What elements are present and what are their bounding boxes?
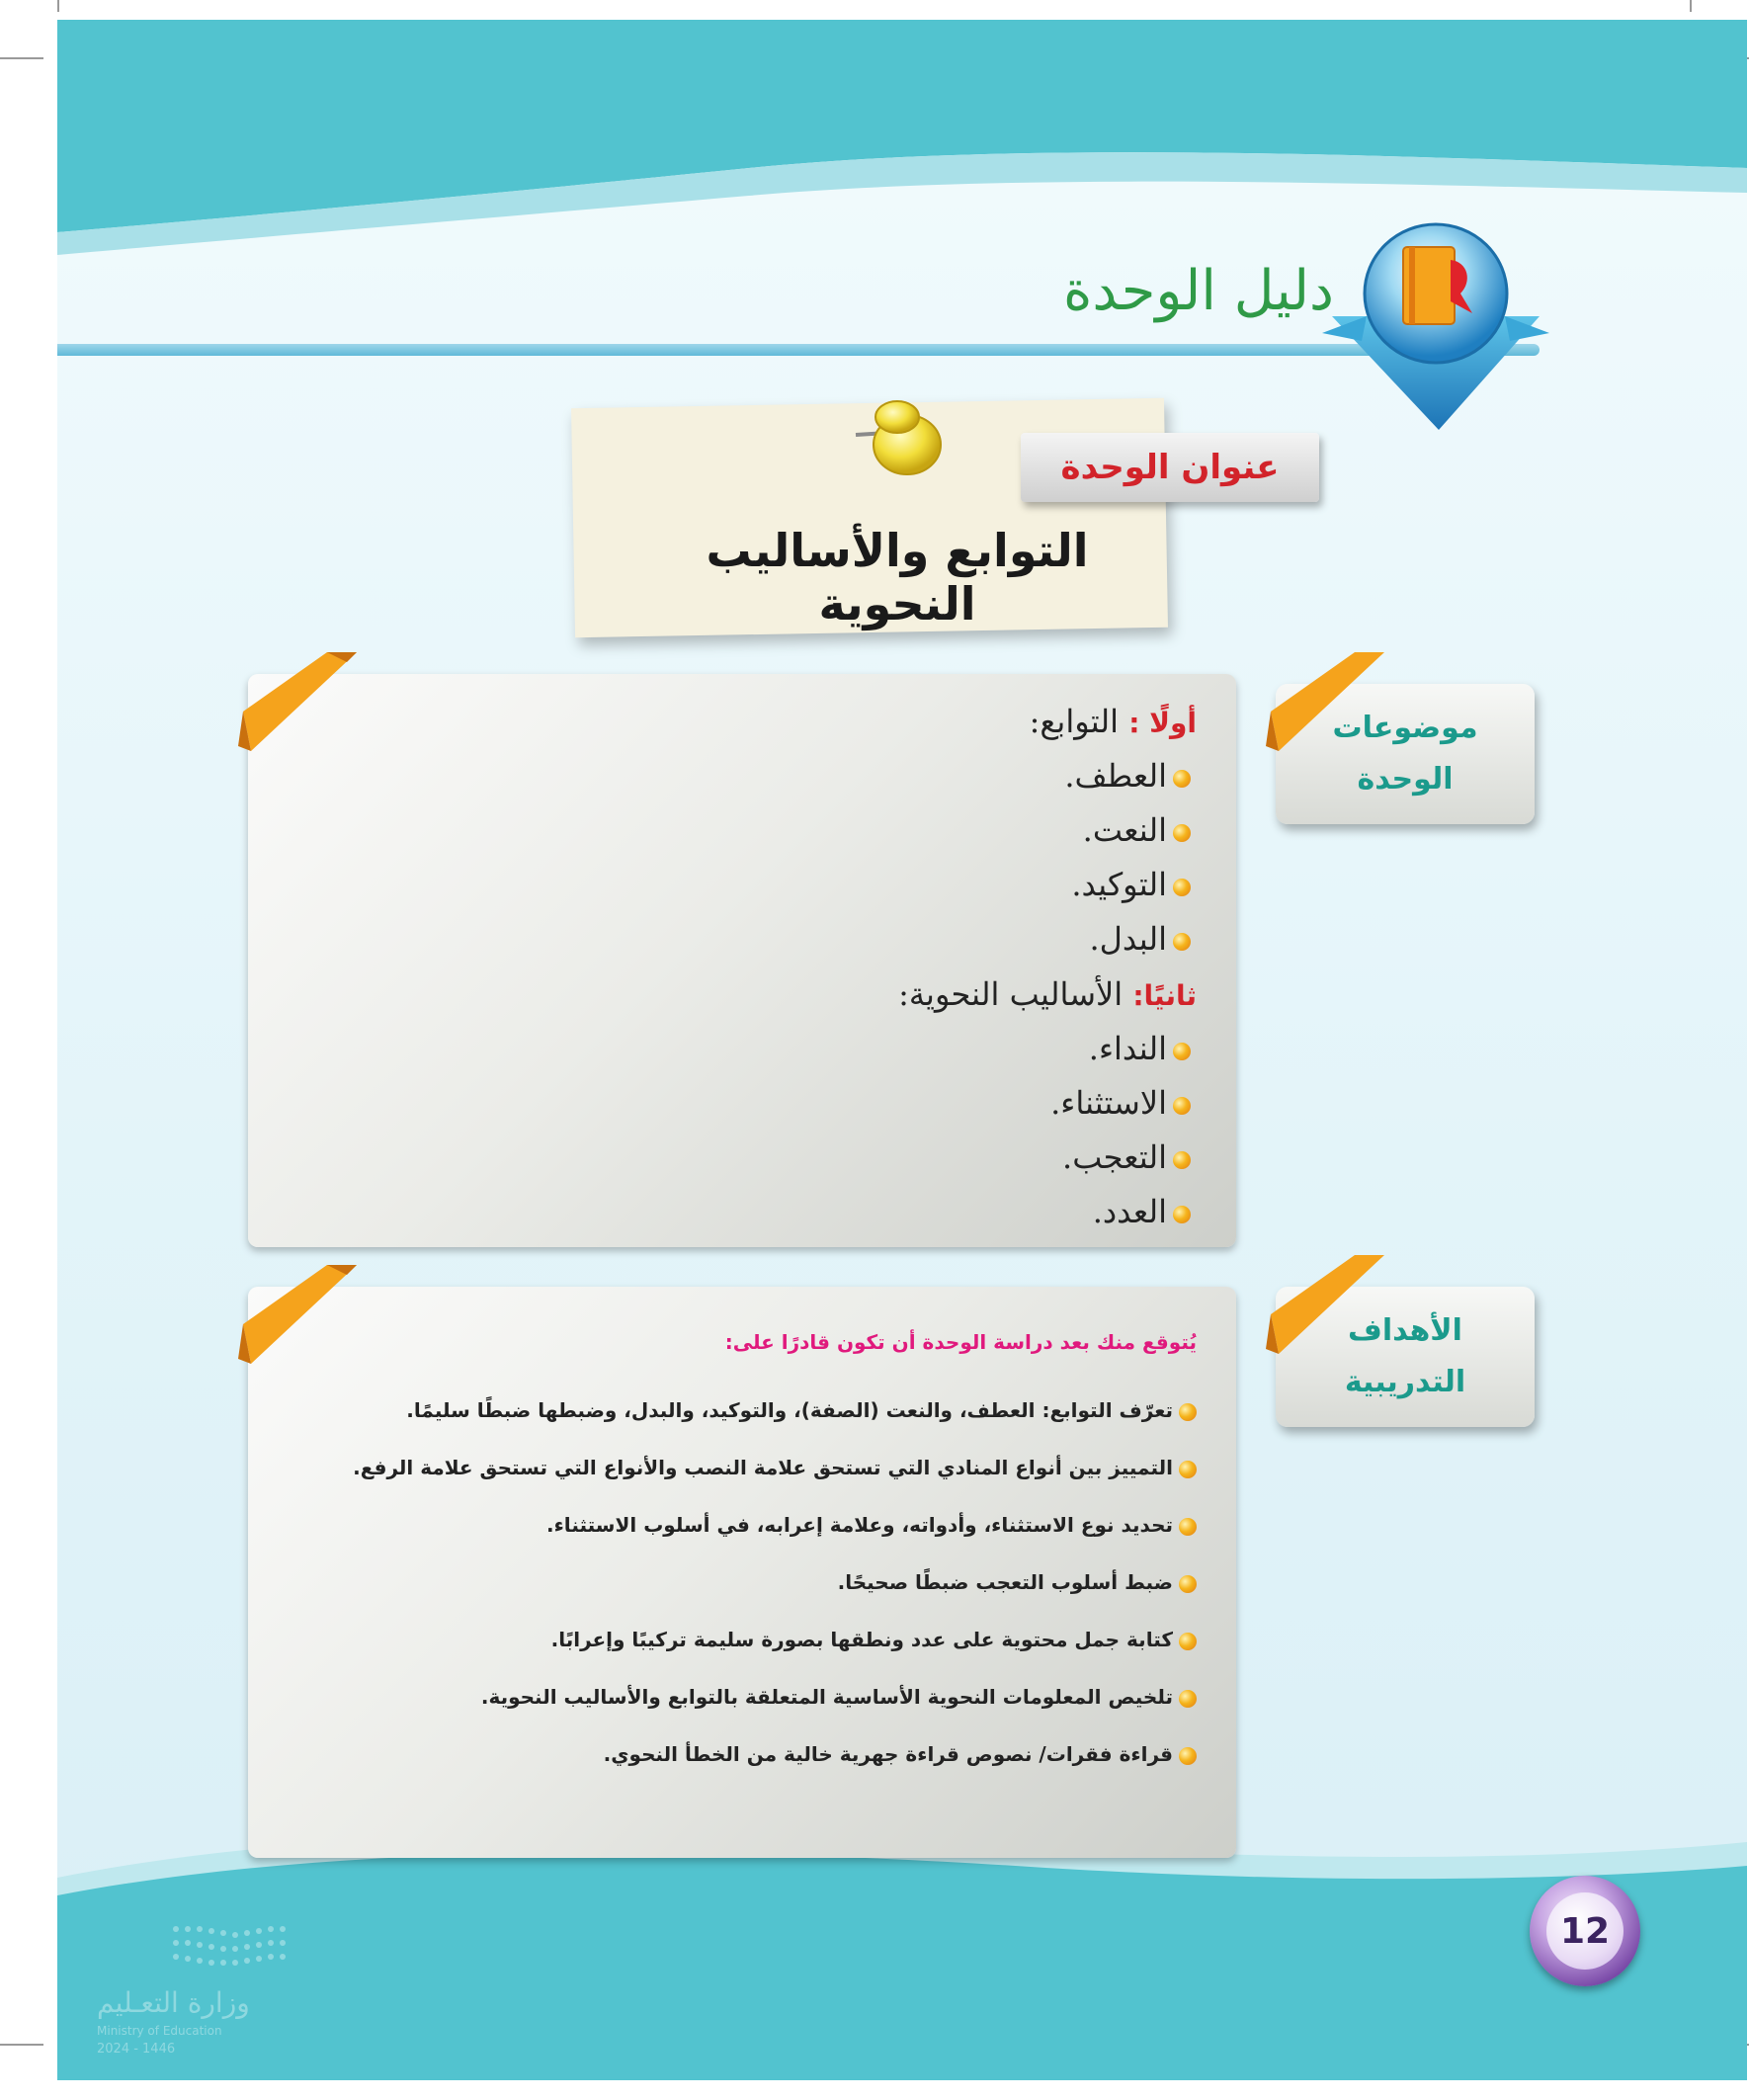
crop-mark <box>57 0 59 12</box>
list-item: النداء. <box>505 1022 1197 1076</box>
list-item: البدل. <box>505 912 1197 966</box>
goals-panel <box>248 1287 1236 1858</box>
list-item: العطف. <box>505 749 1197 803</box>
goals-tab-line1: الأهداف <box>1348 1313 1462 1348</box>
list-item: النعت. <box>505 803 1197 858</box>
ribbon-icon <box>233 652 362 771</box>
ribbon-icon <box>1261 652 1389 771</box>
guide-title: دليل الوحدة <box>1062 259 1334 323</box>
topics-list <box>505 694 1197 1239</box>
goals-intro: يُتوقع منك بعد دراسة الوحدة أن تكون قادرًا على: <box>724 1330 1197 1354</box>
bullet-dot-icon <box>1179 1747 1197 1765</box>
bullet-dot-icon <box>1179 1690 1197 1708</box>
list-item: العدد. <box>505 1185 1197 1239</box>
ministry-dots-icon <box>97 1917 334 1976</box>
list-item: تعرّف التوابع: العطف، والنعت (الصفة)، والتوكيد، والبدل، وضبطها ضبطًا سليمًا. <box>288 1382 1197 1439</box>
unit-title: التوابع والأساليب النحوية <box>706 524 1089 630</box>
ribbon-icon <box>233 1265 362 1384</box>
topics-tab-line1: موضوعات <box>1332 711 1478 745</box>
bullet-dot-icon <box>1179 1633 1197 1650</box>
bullet-dot-icon <box>1173 1097 1191 1115</box>
bullet-dot-icon <box>1179 1518 1197 1536</box>
crop-mark <box>0 2044 43 2046</box>
bullet-dot-icon <box>1173 1206 1191 1223</box>
bullet-dot-icon <box>1173 933 1191 951</box>
topics-panel <box>248 674 1236 1247</box>
list-item: كتابة جمل محتوية على عدد ونطقها بصورة سليمة تركيبًا وإعرابًا. <box>288 1611 1197 1668</box>
section-title: التوابع: <box>1029 703 1120 740</box>
ministry-logo <box>97 1917 334 2060</box>
bullet-dot-icon <box>1173 824 1191 842</box>
ministry-name: وزارة التعـليم <box>97 1986 250 2019</box>
list-item: التمييز بين أنواع المنادي التي تستحق علامة النصب والأنواع التي تستحق علامة الرفع. <box>288 1439 1197 1496</box>
book-icon <box>1322 222 1549 435</box>
page-number-inner <box>1546 1892 1624 1970</box>
pushpin-icon <box>848 383 966 502</box>
ministry-sub: Ministry of Education <box>97 2024 222 2038</box>
crop-mark <box>1690 0 1692 12</box>
ministry-year: 2024 - 1446 <box>97 2042 176 2057</box>
bullet-dot-icon <box>1179 1461 1197 1478</box>
ribbon-icon <box>1261 1255 1389 1374</box>
list-item: قراءة فقرات/ نصوص قراءة جهرية خالية من الخطأ النحوي. <box>288 1725 1197 1783</box>
unit-label <box>1021 433 1319 502</box>
bullet-dot-icon <box>1173 1043 1191 1060</box>
bullet-dot-icon <box>1179 1575 1197 1593</box>
page-number: 12 <box>1559 1910 1611 1952</box>
list-item: الاستثناء. <box>505 1076 1197 1131</box>
topics-tab-line2: الوحدة <box>1357 762 1454 797</box>
page-number-badge <box>1530 1876 1640 1986</box>
section-title: الأساليب النحوية: <box>898 975 1124 1013</box>
bullet-dot-icon <box>1173 879 1191 896</box>
section-heading-1 <box>505 694 1197 749</box>
unit-label-text: عنوان الوحدة <box>1060 448 1280 487</box>
list-item: التعجب. <box>505 1131 1197 1185</box>
section-number: أولًا : <box>1128 707 1197 739</box>
bullet-dot-icon <box>1173 1151 1191 1169</box>
list-item: ضبط أسلوب التعجب ضبطًا صحيحًا. <box>288 1554 1197 1611</box>
goals-tab-line2: التدريبية <box>1344 1365 1466 1399</box>
section-heading-2 <box>505 966 1197 1022</box>
crop-mark <box>0 57 43 59</box>
bullet-dot-icon <box>1179 1403 1197 1421</box>
list-item: تلخيص المعلومات النحوية الأساسية المتعلقة بالتوابع والأساليب النحوية. <box>288 1668 1197 1725</box>
header-rule <box>57 344 1540 356</box>
list-item: تحديد نوع الاستثناء، وأدواته، وعلامة إعرابه، في أسلوب الاستثناء. <box>288 1496 1197 1554</box>
bullet-dot-icon <box>1173 770 1191 788</box>
page <box>57 20 1747 2080</box>
list-item: التوكيد. <box>505 858 1197 912</box>
goals-list <box>288 1322 1197 1783</box>
section-number: ثانيًا: <box>1132 979 1197 1012</box>
